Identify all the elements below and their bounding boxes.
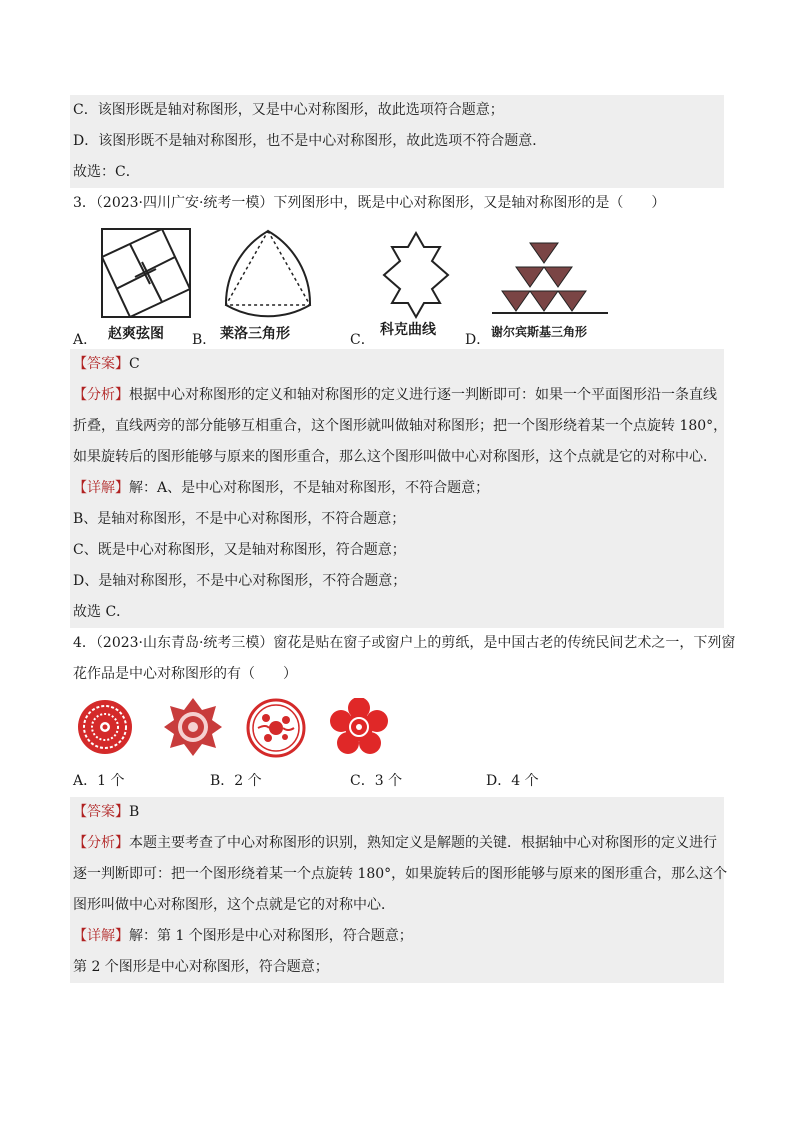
option-a-caption: 赵爽弦图: [108, 326, 164, 342]
analysis-label: 【分析】: [73, 835, 129, 851]
analysis-line: 【分析】本题主要考查了中心对称图形的识别，熟知定义是解题的关键．根据轴中心对称图形的定义进行: [73, 835, 717, 851]
option-c: C．3 个: [350, 773, 403, 789]
paper-cut-4-image: [330, 698, 388, 756]
question-4-stem: 花作品是中心对称图形的有（ ）: [73, 666, 297, 682]
question-4-options: [70, 766, 724, 797]
analysis-line: 图形叫做中心对称图形，这个点就是它的对称中心．: [73, 897, 395, 913]
question-4-stem: 4．（2023·山东青岛·统考三模）窗花是贴在窗子或窗户上的剪纸，是中国古老的传统民间艺术之一，下列窗: [73, 635, 736, 651]
analysis-line: 如果旋转后的图形能够与原来的图形重合，那么这个图形叫做中心对称图形，这个点就是它的对称中心．: [73, 449, 717, 465]
analysis-line: 逐一判断即可：把一个图形绕着某一个点旋转 180°，如果旋转后的图形能够与原来的图形重合，那么这个: [73, 866, 728, 882]
detail-line: 【详解】解：第 1 个图形是中心对称图形，符合题意；: [73, 928, 413, 944]
reuleaux-triangle: [218, 227, 318, 319]
analysis-line: 【分析】根据中心对称图形的定义和轴对称图形的定义进行逐一判断即可：如果一个平面图形沿一条直线: [73, 387, 717, 403]
previous-solution-block: [70, 95, 724, 188]
document-page: [70, 95, 736, 983]
option-c-caption: 科克曲线: [380, 322, 436, 338]
detail-line: C、既是中心对称图形，又是轴对称图形，符合题意；: [73, 542, 406, 558]
option-b-letter: B．: [192, 332, 217, 348]
detail-line: B、是轴对称图形，不是中心对称图形，不符合题意；: [73, 511, 406, 527]
koch-snowflake: [370, 229, 462, 321]
analysis-label: 【分析】: [73, 387, 129, 403]
answer-label: 【答案】: [73, 804, 129, 820]
paper-cut-3-image: [246, 698, 306, 758]
paper-cut-figures: [70, 690, 724, 766]
question-3-solution: [70, 349, 728, 628]
option-c-letter: C．: [350, 332, 375, 348]
solution-line: D．该图形既不是轴对称图形，也不是中心对称图形，故此选项不符合题意．: [73, 133, 547, 149]
detail-line: 第 2 个图形是中心对称图形，符合题意；: [73, 959, 329, 975]
option-b: B．2 个: [210, 773, 262, 789]
analysis-line: 折叠，直线两旁的部分能够互相重合，这个图形就叫做轴对称图形；把一个图形绕着某一个点旋转 180°，: [73, 418, 728, 434]
question-3-figures: [70, 219, 724, 349]
option-d-caption: 谢尔宾斯基三角形: [491, 325, 588, 339]
zhao-shuang-diagram: [100, 227, 192, 319]
option-a-letter: A．: [73, 332, 98, 348]
detail-label: 【详解】: [73, 480, 129, 496]
answer-label: 【答案】: [73, 356, 129, 372]
detail-line: D、是轴对称图形，不是中心对称图形，不符合题意；: [73, 573, 407, 589]
paper-cut-1-image: [76, 698, 134, 756]
question-3-stem: 3．（2023·四川广安·统考一模）下列图形中，既是中心对称图形，又是轴对称图形的是（ ）: [73, 195, 666, 211]
paper-cut-2-image: [162, 696, 224, 758]
detail-line: 【详解】解：A、是中心对称图形，不是轴对称图形，不符合题意；: [73, 480, 490, 496]
option-a: A．1 个: [73, 773, 125, 789]
option-d-letter: D．: [465, 332, 491, 348]
sierpinski-triangle: [490, 239, 610, 319]
option-b-caption: 莱洛三角形: [220, 326, 290, 342]
solution-line: C．该图形既是轴对称图形，又是中心对称图形，故此选项符合题意；: [73, 102, 504, 118]
answer-value: C: [129, 356, 140, 372]
question-4-solution: [70, 797, 728, 983]
detail-label: 【详解】: [73, 928, 129, 944]
answer-value: B: [129, 804, 140, 820]
option-d: D．4 个: [486, 773, 539, 789]
answer-line: [70, 797, 724, 828]
answer-line: [70, 349, 724, 380]
solution-line: 故选：C．: [73, 164, 140, 180]
detail-line: 故选 C．: [73, 604, 131, 620]
